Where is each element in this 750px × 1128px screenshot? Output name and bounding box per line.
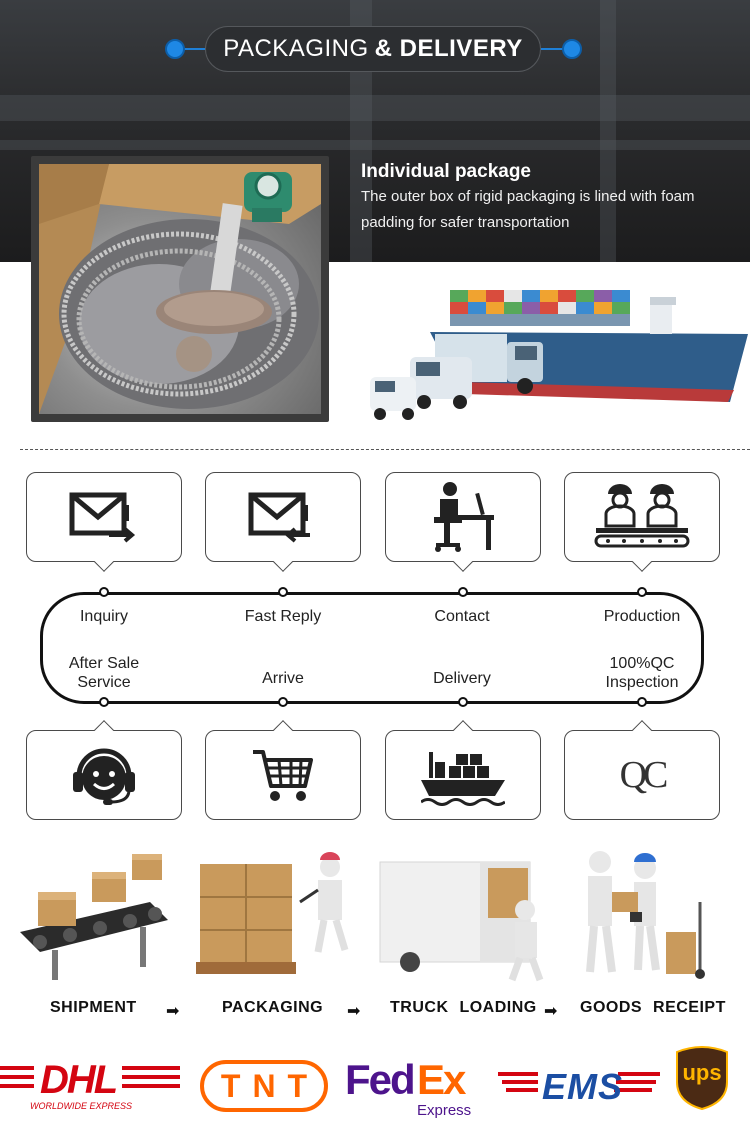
cargo-ship-and-trucks-image [350,262,750,432]
fedex-logo [345,1056,490,1122]
dhl-logo-subtitle: WORLDWIDE EXPRESS [30,1101,133,1111]
cargo-ship-icon [421,744,505,806]
mail-send-icon [69,489,139,545]
card-pointer [273,552,293,572]
logistics-illustration [0,842,750,992]
ems-logo [498,1066,663,1112]
page-title-light: PACKAGING [223,35,369,62]
desk-worker-icon [428,481,498,553]
background-beam [0,95,750,121]
card-pointer [632,720,652,740]
page-title-bold: & DELIVERY [374,35,523,62]
package-photo [39,164,321,414]
card-pointer [273,720,293,740]
dhl-logo-text: DHL [34,1060,122,1100]
background-beam [0,140,750,150]
process-node [99,697,109,707]
card-pointer [453,552,473,572]
process-node [458,587,468,597]
inquiry-card [26,472,182,562]
tnt-logo [200,1060,328,1112]
tnt-logo-text: TNT [220,1067,320,1104]
package-description: The outer box of rigid packaging is lined with foam padding for safer transportation [361,188,695,231]
package-title: Individual package [361,161,531,182]
delivery-card [385,730,541,820]
title-dot-right [562,39,582,59]
step-label-line: 100%QC [609,655,675,672]
process-node [278,697,288,707]
card-pointer [453,720,473,740]
step-label-fast-reply: Fast Reply [244,608,322,625]
mail-reply-icon [248,489,318,545]
ship-illustration [350,262,750,432]
shipment-image [20,854,168,980]
goods-receipt-image [588,851,705,979]
card-pointer [94,720,114,740]
step-label-qc-inspection [572,654,712,692]
section-divider [20,449,750,450]
arrow-right-icon: ➡ [347,1003,361,1020]
factory-workers-icon [594,484,690,550]
package-photo-frame [31,156,329,422]
packaging-image [196,852,345,974]
arrive-card [205,730,361,820]
step-label-line: Inspection [605,674,679,691]
ems-stripe [502,1080,538,1084]
process-node [458,697,468,707]
process-node [637,697,647,707]
process-node [637,587,647,597]
logistics-step-packaging: PACKAGING [222,999,324,1016]
fast-reply-card [205,472,361,562]
card-pointer [94,552,114,572]
ems-stripe [498,1072,538,1076]
process-node [278,587,288,597]
step-label-line: After Sale [68,655,140,672]
headset-support-icon [69,742,139,808]
logistics-step-goods-receipt: GOODS RECEIPT [580,999,726,1016]
fedex-logo-ex: Ex [417,1056,465,1103]
step-label-line: Service [77,674,131,691]
shopping-cart-icon [251,746,315,804]
logistics-step-truck-loading: TRUCK LOADING [390,999,537,1016]
production-card [564,472,720,562]
qc-icon: QC [619,754,665,796]
step-label-arrive: Arrive [262,670,304,687]
fedex-logo-fed: Fed [345,1056,414,1103]
title-dot-left [165,39,185,59]
packaged-instrument-image [39,164,321,414]
ups-logo [675,1046,729,1110]
process-node [99,587,109,597]
ems-stripe [506,1088,538,1092]
ems-stripe [618,1072,660,1076]
step-label-contact: Contact [434,608,490,625]
step-label-inquiry: Inquiry [79,608,129,625]
logistics-step-shipment: SHIPMENT [50,999,137,1016]
page-title [205,26,541,72]
fedex-logo-express: Express [417,1102,472,1119]
ups-logo-text: ups [682,1060,722,1085]
qc-card [564,730,720,820]
dhl-logo [0,1058,180,1118]
arrow-right-icon: ➡ [166,1003,180,1020]
step-label-after-sale [34,654,174,692]
card-pointer [632,552,652,572]
truck-loading-image [380,862,540,980]
ems-logo-text: EMS [542,1066,624,1107]
contact-card [385,472,541,562]
step-label-production: Production [603,608,681,625]
after-sale-card [26,730,182,820]
arrow-right-icon: ➡ [544,1003,558,1020]
step-label-delivery: Delivery [433,670,491,687]
